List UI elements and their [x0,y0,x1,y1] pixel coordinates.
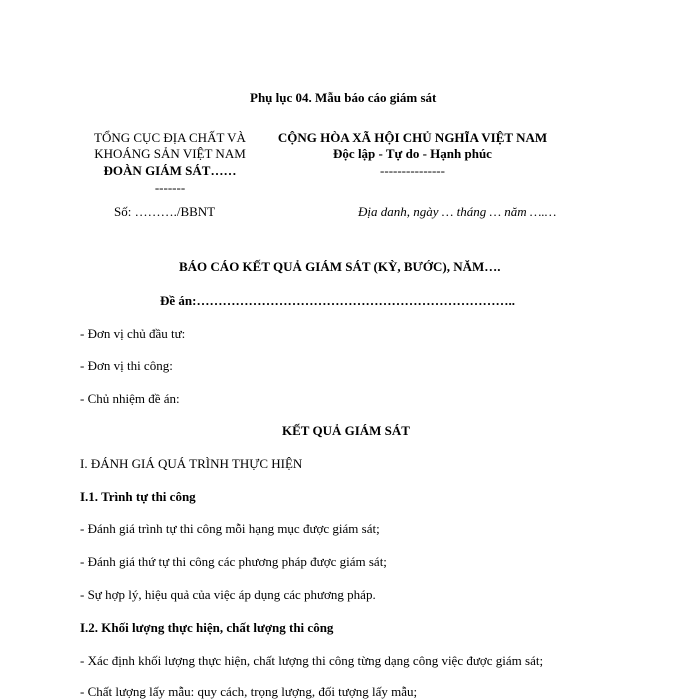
list-item: - Chất lượng lấy mẫu: quy cách, trọng lượng, đối tượng lấy mẫu; [80,684,418,699]
header-motto: Độc lập - Tự do - Hạnh phúc [333,146,492,161]
field-project-manager: - Chủ nhiệm đề án: [80,391,180,406]
report-title: BÁO CÁO KẾT QUẢ GIÁM SÁT (KỲ, BƯỚC), NĂM…. [179,259,501,274]
list-item: - Đánh giá thứ tự thi công các phương pháp được giám sát; [80,554,387,569]
header-nation-divider: --------------- [380,163,445,178]
project-line: Đề án:……………………………………………………………….. [160,293,515,308]
header-agency-line2: KHOÁNG SẢN VIỆT NAM [94,146,246,161]
field-contractor: - Đơn vị thi công: [80,358,173,373]
subsection-heading: I.1. Trình tự thi công [80,489,196,504]
section-heading: I. ĐÁNH GIÁ QUÁ TRÌNH THỰC HIỆN [80,456,303,471]
list-item: - Đánh giá trình tự thi công mỗi hạng mục được giám sát; [80,521,380,536]
header-nation-line1: CỘNG HÒA XÃ HỘI CHỦ NGHĨA VIỆT NAM [277,130,548,145]
subsection-heading: I.2. Khối lượng thực hiện, chất lượng thi công [80,620,334,635]
header-agency-line3: ĐOÀN GIÁM SÁT…… [103,163,237,178]
results-heading: KẾT QUẢ GIÁM SÁT [282,423,410,438]
appendix-title: Phụ lục 04. Mẫu báo cáo giám sát [250,90,437,105]
header-agency-line1: TỔNG CỤC ĐỊA CHẤT VÀ [94,130,246,145]
field-investor: - Đơn vị chủ đầu tư: [80,326,186,341]
list-item: - Xác định khối lượng thực hiện, chất lượng thi công từng dạng công việc được giám sát; [80,653,544,668]
list-item: - Sự hợp lý, hiệu quả của việc áp dụng các phương pháp. [80,587,376,602]
document-number: Số: ………./BBNT [114,204,216,219]
place-date: Địa danh, ngày … tháng … năm ….… [358,204,557,219]
header-agency-divider: ------- [154,180,186,195]
